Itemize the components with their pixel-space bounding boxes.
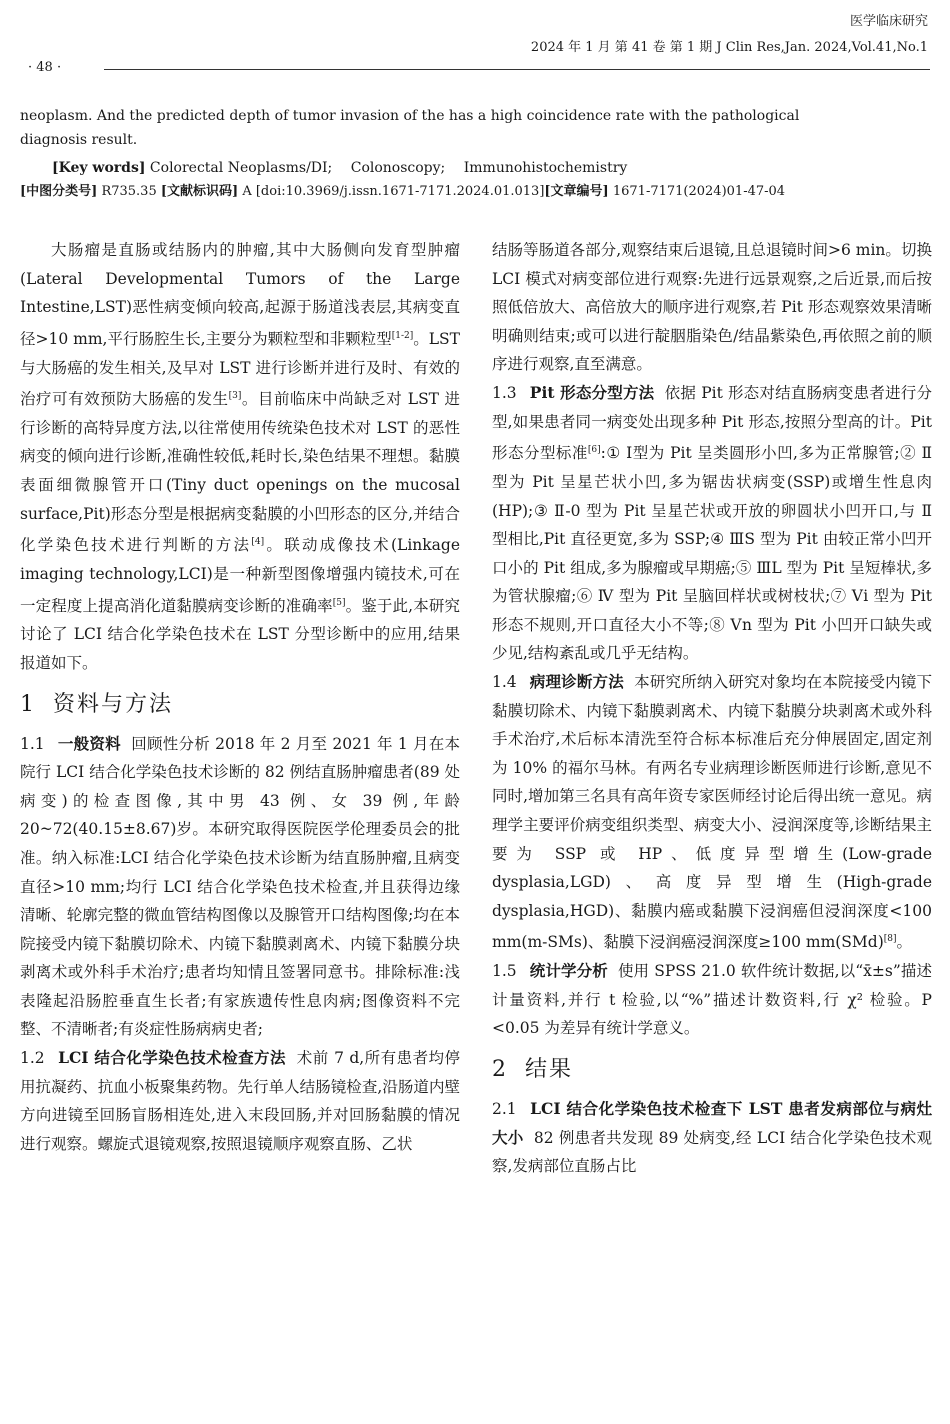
left-column: [20, 236, 460, 1158]
citation: [5]: [332, 597, 346, 608]
keyword-item: Immunohistochemistry: [463, 160, 628, 176]
subsection-1-4: 1.4 病理诊断方法 本研究所纳入研究对象均在本院接受内镜下黏膜切除术、内镜下黏膜剥离术、内镜下黏膜分块剥离术或外科手术治疗,术后标本清洗至符合标本标准后充分伸展固定,固定剂为 10% 的福尔马林。有两名专业病理诊断医师进行诊断,意见不同时,增加第三名具有高年资专家医师经讨论后得出统一意见。病理学主要评价病变组织类型、病变大小、浸润深度等,诊断结果主要为 SSP 或 HP、低度异型增生(Low-grade dysplasia,LGD)、高度异型增生(High-grade dysplasia,HGD)、黏膜内癌或黏膜下浸润癌但浸润深度<100 mm(m-SMs)、黏膜下浸润癌浸润深度≥100 mm(SMd)[8]。: [492, 672, 932, 952]
section-heading-2: 2 结果: [492, 1056, 574, 1082]
journal-name: 医学临床研究: [849, 14, 928, 29]
subsection-2-1: 2.1 LCI 结合化学染色技术检查下 LST 患者发病部位与病灶大小 82 例患者共发现 89 处病变,经 LCI 结合化学染色技术观察,发病部位直肠占比: [492, 1098, 932, 1176]
citation: [3]: [228, 391, 242, 402]
article-no-label: [文章编号]: [544, 184, 609, 199]
doi: [doi:10.3969/j.issn.1671-7171.2024.01.013]: [255, 184, 545, 199]
continued-paragraph: 结肠等肠道各部分,观察结束后退镜,且总退镜时间>6 min。切换 LCI 模式对病变部位进行观察:先进行远景观察,之后近景,而后按照低倍放大、高倍放大的顺序进行观察,若 Pit 形态观察效果清晰明确则结束;或可以进行靛胭脂染色/结晶紫染色,再依照之前的顺序进行观察,直至满意。: [492, 241, 932, 374]
right-column: [492, 236, 932, 1181]
citation: [4]: [251, 537, 265, 548]
subsection-1-3: 1.3 Pit 形态分型方法 依据 Pit 形态对结直肠病变患者进行分型,如果患者同一病变处出现多种 Pit 形态,按照分型高的计。Pit 形态分型标准[6]:① Ⅰ型为 Pit 呈类圆形小凹,多为正常腺管;② Ⅱ 型为 Pit 呈星芒状小凹,多为锯齿状病变(SSP)或增生性息肉(HP);③ Ⅱ-0 型为 Pit 呈星芒状或开放的卵圆状小凹开口,与 Ⅱ 型相比,Pit 直径更宽,多为 SSP;④ ⅢS 型为 Pit 由较正常小凹开口小的 Pit 组成,多为腺瘤或早期癌;⑤ ⅢL 型为 Pit 呈短棒状,多为管状腺瘤;⑥ Ⅳ 型为 Pit 呈脑回样状或树枝状;⑦ Ⅴi 型为 Pit 形态不规则,开口直径大小不等;⑧ Ⅴn 型为 Pit 小凹开口缺失或少见,结构紊乱或几乎无结构。: [492, 382, 932, 663]
doc-code-value: A: [242, 184, 252, 199]
header-rule: [104, 69, 930, 70]
subsection-1-2: 1.2 LCI 结合化学染色技术检查方法 术前 7 d,所有患者均停用抗凝药、抗血小板聚集药物。先行单人结肠镜检查,沿肠道内壁方向进镜至回肠盲肠相连处,进入末段回肠,并对回肠黏膜的情况进行观察。螺旋式退镜观察,按照退镜顺序观察直肠、乙状: [20, 1048, 460, 1153]
classification-line: [20, 180, 860, 204]
keyword-item: Colonoscopy;: [350, 160, 446, 176]
abstract-block: [20, 104, 860, 204]
subsection-1-5: 1.5 统计学分析 使用 SPSS 21.0 软件统计数据,以“x̄±s”描述计量资料,并行 t 检验,以“%”描述计数资料,行 χ² 检验。P <0.05 为差异有统计学意义。: [492, 961, 933, 1038]
clc-value: R735.35: [101, 184, 157, 199]
doc-code-label: [文献标识码]: [160, 184, 239, 199]
issue-info: 2024 年 1 月 第 41 卷 第 1 期 J Clin Res,Jan. 2024,Vol.41,No.1: [530, 40, 928, 55]
abstract-tail: neoplasm. And the predicted depth of tumor invasion of the has a high coincidence rate with the pathological diagnosis result.: [20, 108, 800, 148]
clc-label: [中图分类号]: [20, 184, 98, 199]
keyword-item: Colorectal Neoplasms/DI;: [149, 160, 333, 176]
article-no-value: 1671-7171(2024)01-47-04: [612, 184, 786, 199]
citation: [1-2]: [391, 330, 414, 341]
keywords-label: [Key words]: [52, 160, 146, 176]
citation: [8]: [883, 934, 897, 945]
keywords-line: [20, 156, 860, 180]
subsection-1-1: 1.1 一般资料 回顾性分析 2018 年 2 月至 2021 年 1 月在本院行 LCI 结合化学染色技术诊断的 82 例结直肠肿瘤患者(89 处病变)的检查图像,其中男 43 例、女 39 例,年龄 20~72(40.15±8.67)岁。本研究取得医院医学伦理委员会的批准。纳入标准:LCI 结合化学染色技术诊断为结直肠肿瘤,且病变直径>10 mm;均行 LCI 结合化学染色技术检查,并且获得边缘清晰、轮廓完整的微血管结构图像以及腺管开口结构图像;均在本院接受内镜下黏膜切除术、内镜下黏膜剥离术、内镜下黏膜分块剥离术或外科手术治疗;患者均知情且签署同意书。排除标准:浅表隆起沿肠腔垂直生长者;有家族遗传性息肉病;图像资料不完整、不清晰者;有炎症性肠病病史者;: [20, 733, 460, 1039]
citation: [6]: [587, 445, 601, 456]
intro-paragraph: 大肠瘤是直肠或结肠内的肿瘤,其中大肠侧向发育型肿瘤(Lateral Developmental Tumors of the Large Intestine,LST)恶性病变倾向较高,起源于肠道浅表层,其病变直径>10 mm,平行肠腔生长,主要分为颗粒型和非颗粒型[1-2]。LST 与大肠癌的发生相关,及早对 LST 进行诊断并进行及时、有效的治疗可有效预防大肠癌的发生[3]。目前临床中尚缺乏对 LST 进行诊断的高特异度方法,以往常使用传统染色技术对 LST 的恶性病变的倾向进行诊断,准确性较低,耗时长,染色结果不理想。黏膜表面细微腺管开口(Tiny duct openings on the mucosal surface,Pit)形态分型是根据病变黏膜的小凹形态的区分,并结合化学染色技术进行判断的方法[4]。联动成像技术(Linkage imaging technology,LCI)是一种新型图像增强内镜技术,可在一定程度上提高消化道黏膜病变诊断的准确率[5]。鉴于此,本研究讨论了 LCI 结合化学染色技术在 LST 分型诊断中的应用,结果报道如下。: [20, 241, 461, 672]
section-heading-1: 1 资料与方法: [20, 691, 174, 717]
page-number: · 48 ·: [28, 60, 62, 75]
